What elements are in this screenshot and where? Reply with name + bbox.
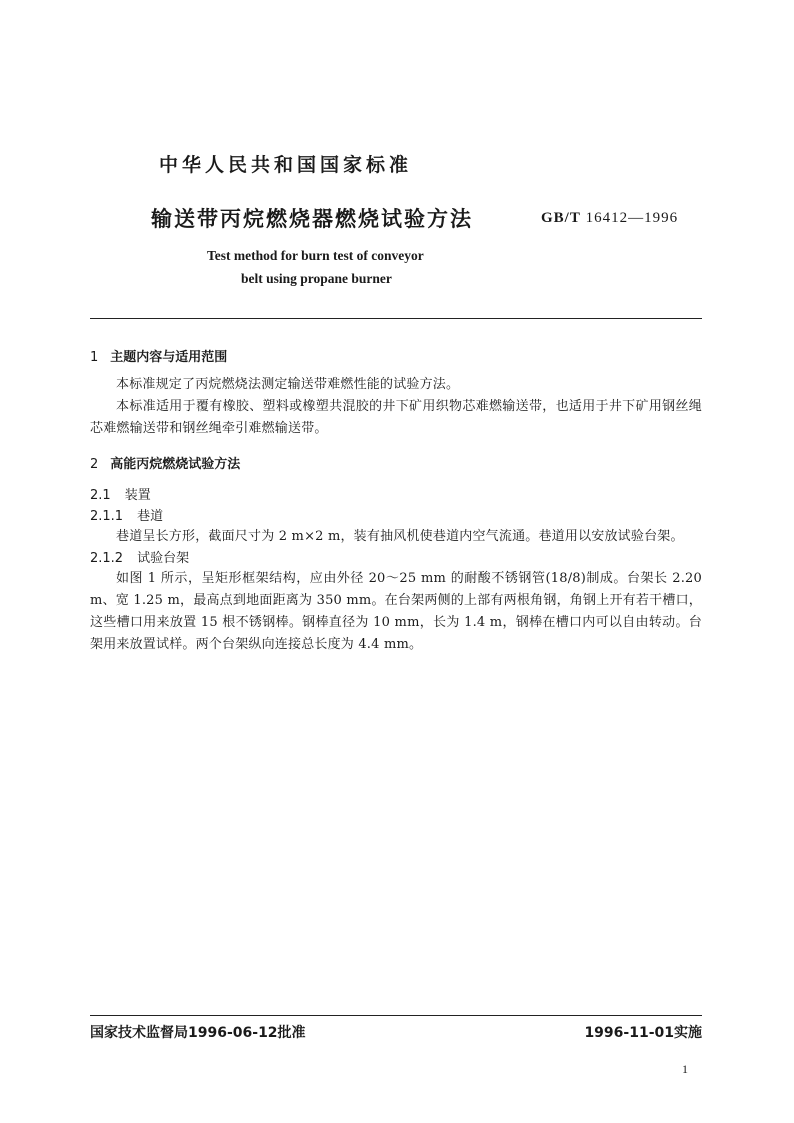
standard-code-number: 16412—1996 bbox=[585, 210, 679, 226]
standard-code-prefix: GB/T bbox=[541, 210, 581, 226]
document-title-en-line1: Test method for burn test of conveyor bbox=[207, 248, 424, 263]
section-1-heading bbox=[90, 346, 227, 365]
subsection-2-1-1-number: 2.1.1 bbox=[90, 509, 124, 524]
document-title-cn: 输送带丙烷燃烧器燃烧试验方法 bbox=[151, 207, 473, 231]
subsection-2-1-number: 2.1 bbox=[90, 488, 111, 503]
document-title-en-line2: belt using propane burner bbox=[241, 271, 392, 286]
standard-code bbox=[541, 210, 678, 227]
subsection-2-1-title: 装置 bbox=[124, 488, 151, 503]
subsection-2-1-heading bbox=[90, 484, 151, 503]
section-2-heading bbox=[90, 453, 240, 472]
section-1-number: 1 bbox=[90, 350, 99, 365]
section-1-paragraph-2: 本标准适用于覆有橡胶、塑料或橡塑共混胶的井下矿用织物芯难燃输送带，也适用于井下矿用钢丝绳芯难燃输送带和钢丝绳牵引难燃输送带。 bbox=[90, 399, 702, 436]
subsection-2-1-1-heading bbox=[90, 505, 163, 524]
national-standard-heading: 中华人民共和国国家标准 bbox=[159, 154, 413, 176]
section-1-paragraph-1: 本标准规定了丙烷燃烧法测定输送带难燃性能的试验方法。 bbox=[116, 377, 460, 392]
footer-divider bbox=[90, 1015, 702, 1016]
effective-date: 1996-11-01实施 bbox=[584, 1025, 702, 1041]
header-divider bbox=[90, 318, 702, 319]
section-2-number: 2 bbox=[90, 457, 99, 472]
subsection-2-1-2-heading bbox=[90, 547, 189, 566]
subsection-2-1-1-paragraph: 巷道呈长方形，截面尺寸为 2 m×2 m，装有抽风机使巷道内空气流通。巷道用以安放试验台架。 bbox=[116, 529, 684, 544]
page-number: 1 bbox=[682, 1062, 688, 1076]
section-1-title: 主题内容与适用范围 bbox=[110, 350, 228, 365]
section-2-title: 高能丙烷燃烧试验方法 bbox=[110, 457, 241, 472]
subsection-2-1-2-paragraph: 如图 1 所示，呈矩形框架结构，应由外径 20～25 mm 的耐酸不锈钢管(18/8)制成。台架长 2.20 m、宽 1.25 m，最高点到地面距离为 350 mm。在台架两侧的上部有两根角钢，角钢上开有若干槽口，这些槽口用来放置 15 根不锈钢棒。钢棒直径为 10 mm，长为 1.4 m，钢棒在槽口内可以自由转动。台架用来放置试样。两个台架纵向连接总长度为 4.4 mm。 bbox=[90, 571, 702, 652]
subsection-2-1-1-title: 巷道 bbox=[137, 509, 164, 524]
subsection-2-1-2-title: 试验台架 bbox=[137, 551, 190, 566]
approval-date: 国家技术监督局1996-06-12批准 bbox=[90, 1025, 306, 1041]
subsection-2-1-2-number: 2.1.2 bbox=[90, 551, 124, 566]
